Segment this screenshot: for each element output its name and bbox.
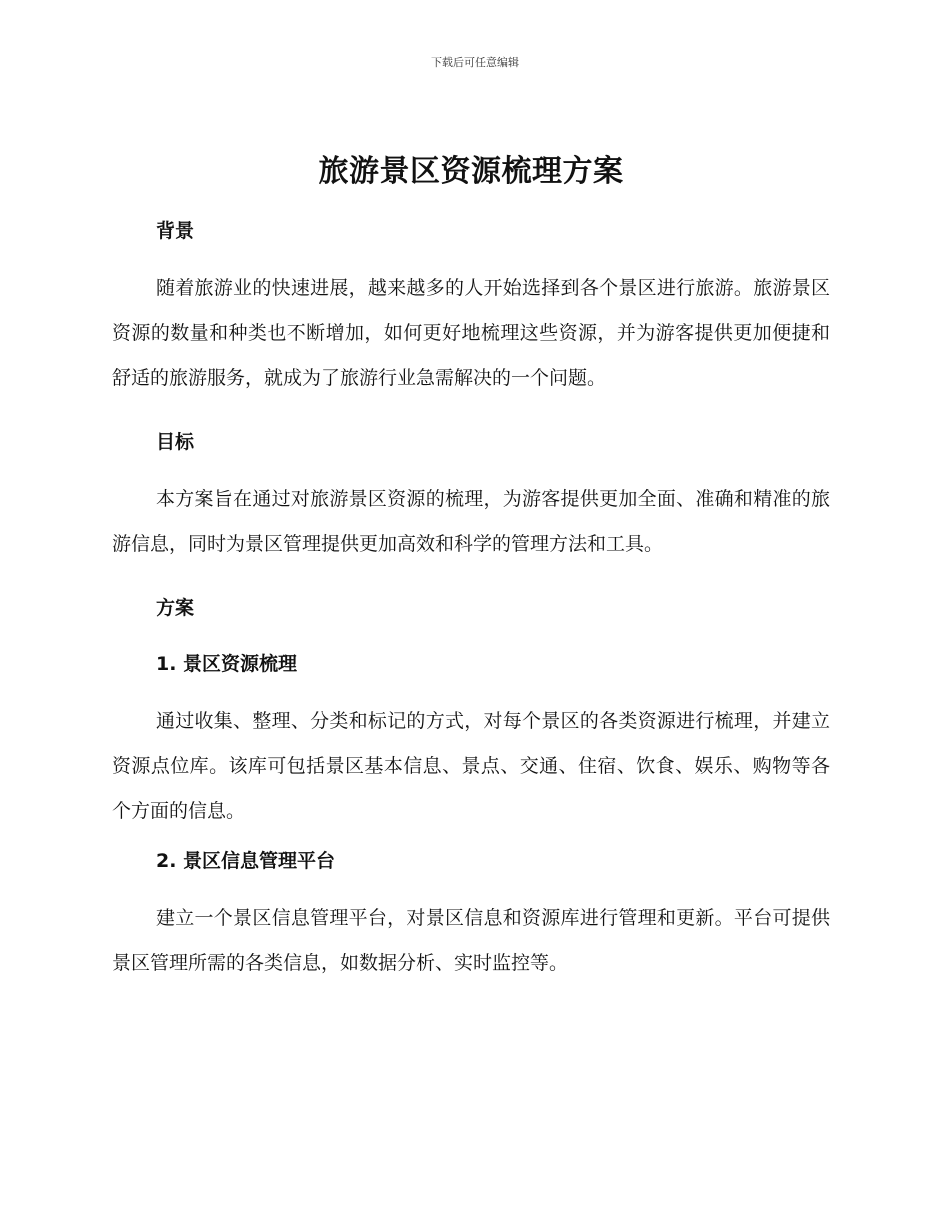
section-heading-plan: 方案 bbox=[156, 597, 195, 619]
paragraph-resource-sorting: 通过收集、整理、分类和标记的方式，对每个景区的各类资源进行梳理，并建立资源点位库。该库可包括景区基本信息、景点、交通、住宿、饮食、娱乐、购物等各个方面的信息。 bbox=[112, 710, 830, 822]
spacer bbox=[112, 457, 830, 477]
header-note: 下载后可任意编辑 bbox=[431, 56, 519, 69]
spacer bbox=[112, 623, 830, 649]
spacer bbox=[112, 679, 830, 699]
subsection-heading-info-platform: 2. 景区信息管理平台 bbox=[156, 850, 336, 872]
paragraph-info-platform: 建立一个景区信息管理平台，对景区信息和资源库进行管理和更新。平台可提供景区管理所需的各类信息，如数据分析、实时监控等。 bbox=[112, 907, 830, 974]
spacer bbox=[112, 567, 830, 593]
paragraph-goal: 本方案旨在通过对旅游景区资源的梳理，为游客提供更加全面、准确和精准的旅游信息，同时为景区管理提供更加高效和科学的管理方法和工具。 bbox=[112, 488, 830, 555]
subsection-heading-resource-sorting: 1. 景区资源梳理 bbox=[156, 653, 298, 675]
document-title: 旅游景区资源梳理方案 bbox=[318, 154, 624, 189]
spacer bbox=[112, 401, 830, 427]
spacer bbox=[112, 876, 830, 896]
section-heading-background: 背景 bbox=[156, 220, 195, 242]
section-heading-goal: 目标 bbox=[156, 431, 195, 453]
spacer bbox=[112, 246, 830, 266]
spacer bbox=[112, 834, 830, 846]
paragraph-background: 随着旅游业的快速进展，越来越多的人开始选择到各个景区进行旅游。旅游景区资源的数量和种类也不断增加，如何更好地梳理这些资源，并为游客提供更加便捷和舒适的旅游服务，就成为了旅游行业急需解决的一个问题。 bbox=[112, 277, 830, 389]
document-content bbox=[112, 148, 830, 986]
